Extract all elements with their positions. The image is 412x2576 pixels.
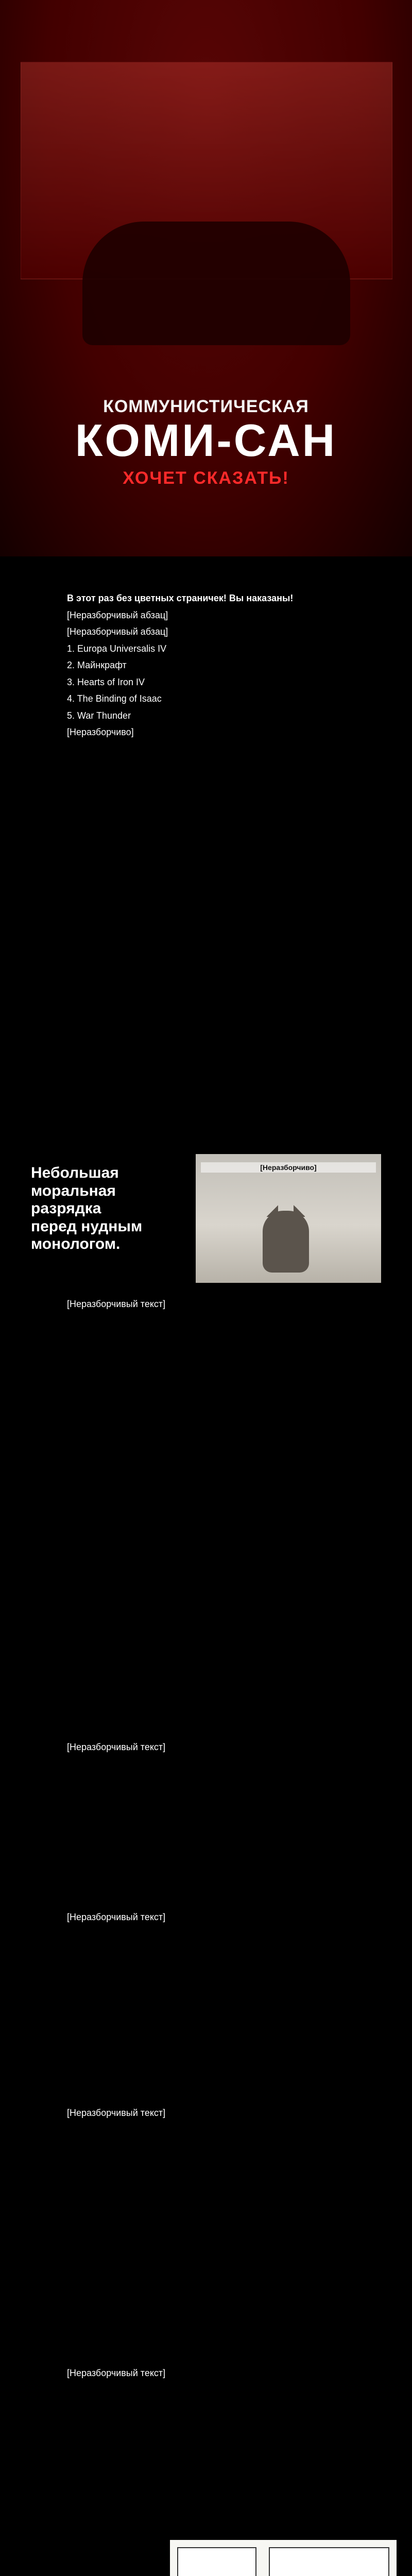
section-4-text: [Неразборчивый текст] (67, 1912, 166, 1922)
hero-title: КОМИ-САН (75, 415, 337, 466)
article-section-5 (67, 2107, 355, 2354)
comparison-meme-image (170, 2540, 397, 2576)
article-section-4 (67, 1911, 355, 2097)
meme-section-2 (0, 2540, 412, 2576)
meme-right-panel (269, 2547, 389, 2576)
section-1-list-item-3: 3. Hearts of Iron IV (67, 676, 145, 687)
meme-left-panel (177, 2547, 256, 2576)
cat-icon (263, 1211, 309, 1273)
hero-title-group (0, 397, 412, 488)
meme-section-1 (0, 1154, 412, 1288)
article-section-1 (67, 592, 355, 1149)
hero-silhouette (82, 222, 350, 345)
hero (0, 0, 412, 556)
cat-meme-caption: [Неразборчиво] (201, 1162, 376, 1173)
section-5-text: [Неразборчивый текст] (67, 2108, 166, 2118)
article-section-2 (67, 1298, 355, 1731)
section-1-list-item-4: 4. The Binding of Isaac (67, 693, 162, 704)
section-1-list-item-1: 1. Europa Universalis IV (67, 643, 167, 654)
section-1-list-item-5: 5. War Thunder (67, 710, 131, 721)
section-1-lead: В этот раз без цветных страничек! Вы наказаны! (67, 593, 294, 603)
meme-section-1-caption: Небольшая моральная разрядка перед нудным монологом. (31, 1164, 143, 1252)
section-2-text: [Неразборчивый текст] (67, 1299, 166, 1309)
article-section-6 (67, 2367, 355, 2522)
section-1-list-tail: [Неразборчиво] (67, 727, 134, 737)
hero-tagline: ХОЧЕТ СКАЗАТЬ! (123, 468, 289, 488)
cat-meme-image (196, 1154, 381, 1283)
section-3-text: [Неразборчивый текст] (67, 1742, 166, 1752)
article-section-3 (67, 1741, 355, 1901)
section-1-list-item-2: 2. Майнкрафт (67, 660, 127, 670)
section-1-paragraph-1: [Неразборчивый абзац] (67, 609, 168, 620)
section-6-text: [Неразборчивый текст] (67, 2368, 166, 2378)
hero-subtitle: КОММУНИСТИЧЕСКАЯ (103, 397, 309, 416)
section-1-paragraph-2: [Неразборчивый абзац] (67, 626, 168, 637)
